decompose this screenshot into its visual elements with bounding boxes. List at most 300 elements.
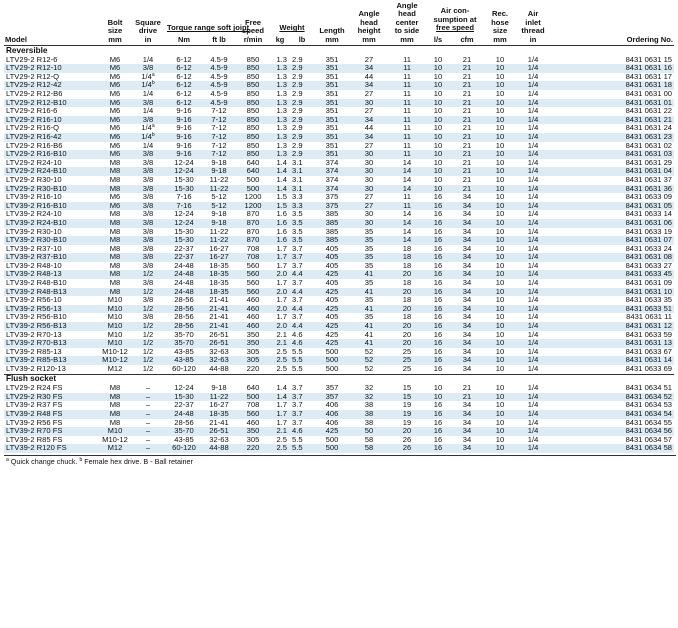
cell-air-inlet: 1/4 <box>527 192 539 202</box>
cell-angle-head-center: 18 <box>388 253 426 262</box>
cell-rec-hose: 10 <box>495 140 505 150</box>
cell-weight-lb: 2.9 <box>290 133 314 142</box>
cell-angle-head-center: 25 <box>388 356 426 365</box>
table-row <box>4 245 674 254</box>
cell-torque-nm: 12-24 <box>166 167 202 176</box>
cell-torque-nm: 35-70 <box>166 427 202 436</box>
cell-weight-lb: 3.3 <box>292 192 303 202</box>
cell-square-drive: 1/4 <box>142 140 154 150</box>
cell-free-speed: 850 <box>246 89 260 98</box>
cell-torque-nm: 9-16 <box>166 150 202 159</box>
cell-free-speed: 850 <box>246 71 260 81</box>
cell-weight-lb: 3.1 <box>292 157 303 167</box>
cell-length: 405 <box>325 312 339 322</box>
cell-square-drive: 1/4$^b$ <box>130 133 166 142</box>
cell-weight-kg: 1.3 <box>270 64 290 73</box>
cell-bolt-size: M8 <box>100 185 130 194</box>
cell-weight-kg: 1.7 <box>276 400 287 410</box>
cell-ordering-no: 8431 0633 19 <box>625 226 673 236</box>
cell-rec-hose: 10 <box>495 192 505 202</box>
cell-air-ls: 16 <box>426 427 450 436</box>
cell-square-drive: 1/4$^a$ <box>141 123 155 133</box>
cell-bolt-size: M8 <box>109 243 121 253</box>
cell-rec-hose: 10 <box>495 54 505 64</box>
cell-square-drive: 3/8 <box>130 167 166 176</box>
cell-rec-hose: 10 <box>495 106 505 116</box>
cell-free-speed: 560 <box>236 410 270 419</box>
cell-rec-hose: 10 <box>495 434 505 444</box>
cell-length: 425 <box>314 305 350 314</box>
cell-torque-ftlb: 18-35 <box>202 288 236 297</box>
cell-ordering-no: 8431 0631 22 <box>625 106 673 116</box>
cell-angle-head-height: 30 <box>350 150 388 159</box>
cell-angle-head-height: 35 <box>364 226 374 236</box>
cell-angle-head-height: 58 <box>364 434 374 444</box>
cell-free-speed: 460 <box>246 417 260 427</box>
cell-weight-kg: 1.3 <box>270 133 290 142</box>
cell-air-inlet: 1/4 <box>516 270 550 279</box>
cell-air-cfm: 34 <box>462 329 472 339</box>
cell-bolt-size: M12 <box>107 364 123 373</box>
cell-air-ls: 10 <box>426 167 450 176</box>
cell-torque-nm: 12-24 <box>174 383 194 393</box>
cell-torque-nm: 15-30 <box>166 185 202 194</box>
cell-air-cfm: 34 <box>462 312 472 322</box>
cell-free-speed: 850 <box>246 54 260 64</box>
table-row <box>4 444 674 453</box>
cell-angle-head-height: 32 <box>364 383 374 393</box>
section-title: Reversible <box>4 46 674 56</box>
cell-torque-nm: 28-56 <box>174 295 194 305</box>
cell-model: LTV39-2 R37 FS <box>6 400 63 410</box>
cell-angle-head-height: 30 <box>350 167 388 176</box>
cell-ordering-no: 8431 0634 58 <box>550 444 674 453</box>
cell-ordering-no: 8431 0634 55 <box>625 417 673 427</box>
cell-angle-head-center: 11 <box>388 202 426 211</box>
cell-rec-hose: 10 <box>484 270 516 279</box>
table-row <box>4 56 674 65</box>
cell-angle-head-center: 20 <box>388 322 426 331</box>
cell-air-inlet: 1/4 <box>527 260 539 270</box>
cell-air-ls: 16 <box>426 288 450 297</box>
footnote: $^a$ Quick change chuck. $^b$ Female hex drive. B - Ball retainer <box>4 455 676 466</box>
cell-angle-head-center: 26 <box>402 434 412 444</box>
cell-air-ls: 10 <box>426 99 450 108</box>
header-air-cfm: cfm <box>460 34 474 44</box>
cell-weight-kg: 2.5 <box>276 346 287 356</box>
cell-air-ls: 16 <box>426 305 450 314</box>
cell-rec-hose: 10 <box>495 364 505 373</box>
header-torque: Torque range soft joint <box>167 23 250 33</box>
header-free-speed: Free speed r/min <box>242 17 264 44</box>
cell-weight-kg: 1.4 <box>270 167 290 176</box>
cell-ordering-no: 8431 0631 10 <box>550 288 674 297</box>
cell-air-inlet: 1/4 <box>527 383 539 393</box>
cell-air-ls: 10 <box>433 140 443 150</box>
cell-angle-head-center: 14 <box>402 157 412 167</box>
cell-square-drive: 1/4$^a$ <box>141 71 155 81</box>
cell-torque-nm: 28-56 <box>166 305 202 314</box>
cell-angle-head-center: 18 <box>402 312 412 322</box>
cell-torque-ftlb: 18-35 <box>209 260 229 270</box>
cell-square-drive: – <box>130 410 166 419</box>
cell-ordering-no: 8431 0631 37 <box>625 174 673 184</box>
cell-air-inlet: 1/4 <box>527 71 539 81</box>
cell-weight-kg: 1.3 <box>276 106 287 116</box>
cell-torque-nm: 12-24 <box>166 219 202 228</box>
cell-weight-lb: 4.6 <box>290 339 314 348</box>
cell-air-inlet: 1/4 <box>516 322 550 331</box>
cell-torque-ftlb: 7-12 <box>211 106 227 116</box>
cell-bolt-size: M6 <box>109 123 121 133</box>
cell-length: 351 <box>325 54 339 64</box>
cell-square-drive: – <box>145 383 151 393</box>
cell-air-inlet: 1/4 <box>516 133 550 142</box>
cell-ordering-no: 8431 0634 56 <box>550 427 674 436</box>
cell-rec-hose: 10 <box>495 400 505 410</box>
cell-rec-hose: 10 <box>495 89 505 98</box>
cell-torque-ftlb: 26-51 <box>202 339 236 348</box>
cell-air-cfm: 34 <box>450 219 484 228</box>
table-row <box>4 270 674 279</box>
cell-torque-nm: 7-16 <box>166 202 202 211</box>
table-row <box>4 124 674 133</box>
header-air-ls: l/s <box>433 34 443 44</box>
cell-bolt-size: M10-12 <box>102 434 128 444</box>
cell-weight-kg: 1.6 <box>270 219 290 228</box>
cell-weight-kg: 1.3 <box>276 140 287 150</box>
cell-air-inlet: 1/4 <box>516 410 550 419</box>
cell-angle-head-height: 52 <box>350 356 388 365</box>
cell-weight-lb: 4.6 <box>292 329 303 339</box>
cell-torque-ftlb: 9-18 <box>202 219 236 228</box>
cell-angle-head-center: 11 <box>388 99 426 108</box>
table-row <box>4 322 674 331</box>
cell-model: LTV39-2 R37-B10 <box>4 253 100 262</box>
cell-weight-lb: 3.7 <box>292 260 303 270</box>
cell-free-speed: 305 <box>246 434 260 444</box>
header-length: Length mm <box>319 26 345 44</box>
cell-model: LTV39-2 R70-13 <box>6 329 62 339</box>
cell-length: 405 <box>314 253 350 262</box>
cell-bolt-size: M6 <box>109 140 121 150</box>
cell-free-speed: 850 <box>236 81 270 90</box>
cell-air-cfm: 34 <box>450 236 484 245</box>
cell-weight-lb: 2.9 <box>290 81 314 90</box>
cell-length: 425 <box>314 288 350 297</box>
cell-air-ls: 16 <box>426 202 450 211</box>
cell-weight-lb: 3.1 <box>290 185 314 194</box>
cell-angle-head-height: 35 <box>364 260 374 270</box>
cell-torque-nm: 43-85 <box>166 356 202 365</box>
cell-angle-head-center: 20 <box>402 329 412 339</box>
cell-free-speed: 870 <box>246 226 260 236</box>
cell-bolt-size: M8 <box>109 174 121 184</box>
header-weight-kg: kg <box>275 34 285 44</box>
cell-ordering-no: 8431 0631 18 <box>550 81 674 90</box>
header-weight-lb: lb <box>298 34 306 44</box>
cell-free-speed: 560 <box>246 260 260 270</box>
cell-weight-kg: 1.5 <box>270 202 290 211</box>
cell-air-cfm: 34 <box>450 270 484 279</box>
cell-rec-hose: 10 <box>484 99 516 108</box>
cell-ordering-no: 8431 0631 03 <box>550 150 674 159</box>
cell-air-cfm: 21 <box>462 71 472 81</box>
table-row <box>4 253 674 262</box>
cell-ordering-no: 8431 0631 14 <box>550 356 674 365</box>
cell-angle-head-center: 11 <box>403 140 411 150</box>
cell-air-ls: 10 <box>426 64 450 73</box>
cell-torque-nm: 28-56 <box>166 322 202 331</box>
cell-air-cfm: 21 <box>450 393 484 402</box>
cell-air-inlet: 1/4 <box>527 89 539 98</box>
cell-torque-ftlb: 16-27 <box>209 243 229 253</box>
table-row <box>4 193 674 202</box>
cell-rec-hose: 10 <box>484 116 516 125</box>
cell-bolt-size: M8 <box>100 236 130 245</box>
cell-air-ls: 16 <box>426 444 450 453</box>
cell-air-ls: 10 <box>426 81 450 90</box>
cell-air-cfm: 34 <box>462 364 472 373</box>
cell-weight-lb: 2.9 <box>292 140 303 150</box>
cell-angle-head-height: 30 <box>364 209 374 219</box>
cell-air-cfm: 21 <box>450 116 484 125</box>
cell-angle-head-height: 41 <box>350 339 388 348</box>
cell-length: 357 <box>314 393 350 402</box>
cell-angle-head-center: 14 <box>388 167 426 176</box>
cell-length: 374 <box>325 157 339 167</box>
cell-air-inlet: 1/4 <box>527 140 539 150</box>
cell-air-inlet: 1/4 <box>516 202 550 211</box>
cell-air-inlet: 1/4 <box>516 185 550 194</box>
cell-angle-head-center: 19 <box>402 400 412 410</box>
cell-square-drive: – <box>130 427 166 436</box>
cell-torque-ftlb: 5-12 <box>202 202 236 211</box>
cell-torque-ftlb: 11-22 <box>202 236 236 245</box>
cell-bolt-size: M6 <box>100 64 130 73</box>
cell-angle-head-center: 15 <box>402 383 412 393</box>
cell-bolt-size: M10-12 <box>102 346 128 356</box>
cell-weight-lb: 2.9 <box>292 123 303 133</box>
cell-torque-nm: 43-85 <box>174 434 194 444</box>
cell-torque-nm: 15-30 <box>166 236 202 245</box>
spec-table <box>4 2 674 453</box>
cell-torque-nm: 24-48 <box>166 270 202 279</box>
cell-weight-kg: 1.3 <box>276 123 287 133</box>
cell-air-ls: 10 <box>433 89 443 98</box>
cell-air-cfm: 21 <box>462 174 472 184</box>
cell-weight-kg: 2.0 <box>270 288 290 297</box>
cell-air-cfm: 34 <box>462 260 472 270</box>
cell-free-speed: 500 <box>246 174 260 184</box>
cell-air-cfm: 21 <box>450 167 484 176</box>
table-row <box>4 419 674 428</box>
cell-bolt-size: M6 <box>100 116 130 125</box>
cell-angle-head-center: 14 <box>388 185 426 194</box>
cell-air-inlet: 1/4 <box>527 312 539 322</box>
header-weight: Weight <box>279 23 305 33</box>
cell-model: LTV29-2 R24-10 <box>6 157 62 167</box>
cell-bolt-size: M8 <box>109 157 121 167</box>
cell-torque-ftlb: 16-27 <box>202 253 236 262</box>
cell-free-speed: 350 <box>246 329 260 339</box>
cell-weight-kg: 1.7 <box>270 410 290 419</box>
cell-model: LTV39-2 R16-10 <box>6 192 62 202</box>
cell-air-ls: 16 <box>433 243 443 253</box>
cell-air-cfm: 21 <box>462 140 472 150</box>
cell-square-drive: 3/8 <box>142 209 154 219</box>
cell-air-inlet: 1/4 <box>516 305 550 314</box>
cell-ordering-no: 8431 0634 54 <box>550 410 674 419</box>
cell-free-speed: 850 <box>236 64 270 73</box>
cell-square-drive: 3/8 <box>142 260 154 270</box>
cell-angle-head-center: 11 <box>403 192 411 202</box>
cell-angle-head-center: 11 <box>388 116 426 125</box>
cell-ordering-no: 8431 0633 51 <box>550 305 674 314</box>
cell-ordering-no: 8431 0631 13 <box>550 339 674 348</box>
cell-length: 425 <box>314 270 350 279</box>
cell-angle-head-center: 11 <box>388 81 426 90</box>
cell-weight-kg: 1.4 <box>276 174 287 184</box>
cell-model: LTV29-2 R12-10 <box>4 64 100 73</box>
cell-square-drive: 1/4 <box>142 89 154 98</box>
cell-model: LTV39-2 R56-B10 <box>6 312 67 322</box>
header-angle-head-height: Angle head height mm <box>357 9 381 44</box>
table-row <box>4 176 674 185</box>
cell-air-inlet: 1/4 <box>516 219 550 228</box>
cell-air-cfm: 34 <box>450 410 484 419</box>
table-row <box>4 73 674 82</box>
cell-torque-ftlb: 4.5-9 <box>202 81 236 90</box>
cell-angle-head-center: 14 <box>388 236 426 245</box>
cell-square-drive: 1/4 <box>142 106 154 116</box>
cell-torque-nm: 6-12 <box>166 64 202 73</box>
cell-weight-lb: 4.4 <box>290 288 314 297</box>
cell-torque-nm: 43-85 <box>174 346 194 356</box>
cell-weight-kg: 2.0 <box>270 322 290 331</box>
cell-free-speed: 220 <box>246 364 260 373</box>
cell-air-ls: 10 <box>433 174 443 184</box>
cell-torque-ftlb: 18-35 <box>202 410 236 419</box>
cell-air-inlet: 1/4 <box>516 99 550 108</box>
cell-angle-head-center: 26 <box>388 444 426 453</box>
cell-air-ls: 16 <box>426 322 450 331</box>
cell-torque-ftlb: 11-22 <box>209 226 229 236</box>
cell-torque-ftlb: 7-12 <box>211 140 227 150</box>
cell-rec-hose: 10 <box>484 356 516 365</box>
table-body <box>4 46 674 453</box>
cell-torque-ftlb: 26-51 <box>202 427 236 436</box>
cell-bolt-size: M12 <box>100 444 130 453</box>
cell-air-cfm: 34 <box>462 278 472 288</box>
cell-torque-ftlb: 4.5-9 <box>210 89 228 98</box>
cell-ordering-no: 8431 0633 45 <box>550 270 674 279</box>
header-torque-ftlb: ft lb <box>212 34 226 44</box>
cell-air-cfm: 21 <box>450 133 484 142</box>
cell-bolt-size: M8 <box>109 400 121 410</box>
cell-length: 406 <box>325 400 339 410</box>
cell-torque-ftlb: 44-88 <box>209 364 229 373</box>
cell-ordering-no: 8431 0631 21 <box>550 116 674 125</box>
cell-free-speed: 640 <box>236 167 270 176</box>
cell-square-drive: 1/2 <box>142 329 154 339</box>
cell-weight-kg: 2.0 <box>270 270 290 279</box>
cell-free-speed: 460 <box>236 305 270 314</box>
cell-length: 385 <box>314 236 350 245</box>
cell-free-speed: 350 <box>236 427 270 436</box>
cell-length: 425 <box>314 322 350 331</box>
cell-torque-nm: 22-37 <box>166 253 202 262</box>
cell-torque-ftlb: 18-35 <box>209 278 229 288</box>
cell-bolt-size: M6 <box>109 106 121 116</box>
cell-torque-ftlb: 9-18 <box>211 209 227 219</box>
cell-angle-head-height: 41 <box>350 270 388 279</box>
cell-ordering-no: 8431 0634 51 <box>625 383 673 393</box>
cell-air-inlet: 1/4 <box>516 150 550 159</box>
cell-weight-kg: 1.3 <box>276 89 287 98</box>
cell-air-ls: 16 <box>426 339 450 348</box>
table-row <box>4 393 674 402</box>
cell-length: 406 <box>314 410 350 419</box>
cell-weight-lb: 2.9 <box>292 71 303 81</box>
cell-length: 357 <box>325 383 339 393</box>
cell-torque-nm: 6-12 <box>176 89 192 98</box>
cell-angle-head-center: 11 <box>403 123 411 133</box>
cell-square-drive: 3/8 <box>130 253 166 262</box>
cell-weight-lb: 5.5 <box>290 444 314 453</box>
cell-bolt-size: M8 <box>109 417 121 427</box>
cell-bolt-size: M10 <box>100 339 130 348</box>
cell-air-ls: 16 <box>433 295 443 305</box>
cell-square-drive: 3/8 <box>130 185 166 194</box>
cell-weight-lb: 3.5 <box>290 236 314 245</box>
cell-air-inlet: 1/4 <box>527 106 539 116</box>
cell-rec-hose: 10 <box>495 312 505 322</box>
table-row <box>4 228 674 237</box>
cell-square-drive: 1/2 <box>130 356 166 365</box>
cell-ordering-no: 8431 0631 01 <box>550 99 674 108</box>
section-header <box>4 374 674 384</box>
cell-model: LTV29-2 R12-42 <box>4 81 100 90</box>
cell-torque-nm: 24-48 <box>166 410 202 419</box>
cell-torque-ftlb: 7-12 <box>202 133 236 142</box>
cell-angle-head-height: 35 <box>364 312 374 322</box>
cell-angle-head-height: 35 <box>350 236 388 245</box>
cell-torque-ftlb: 21-41 <box>209 312 229 322</box>
cell-ordering-no: 8431 0631 09 <box>625 278 673 288</box>
cell-air-cfm: 34 <box>462 226 472 236</box>
cell-weight-kg: 1.4 <box>276 383 287 393</box>
table-row <box>4 436 674 445</box>
cell-air-cfm: 34 <box>462 434 472 444</box>
footnote-marker: b <box>151 80 155 87</box>
cell-free-speed: 1200 <box>244 192 262 202</box>
cell-weight-kg: 1.7 <box>276 278 287 288</box>
cell-weight-kg: 1.3 <box>270 81 290 90</box>
cell-model: LTV29-2 R12-Q <box>6 71 60 81</box>
cell-angle-head-height: 41 <box>364 329 374 339</box>
cell-air-cfm: 34 <box>450 202 484 211</box>
cell-model: LTV29-2 R30-B10 <box>4 185 100 194</box>
cell-square-drive: 3/8 <box>130 150 166 159</box>
cell-angle-head-height: 44 <box>364 123 374 133</box>
cell-rec-hose: 10 <box>484 150 516 159</box>
cell-air-inlet: 1/4 <box>527 157 539 167</box>
cell-ordering-no: 8431 0631 00 <box>625 89 673 98</box>
cell-length: 405 <box>325 295 339 305</box>
cell-weight-lb: 3.5 <box>290 219 314 228</box>
cell-length: 351 <box>314 81 350 90</box>
